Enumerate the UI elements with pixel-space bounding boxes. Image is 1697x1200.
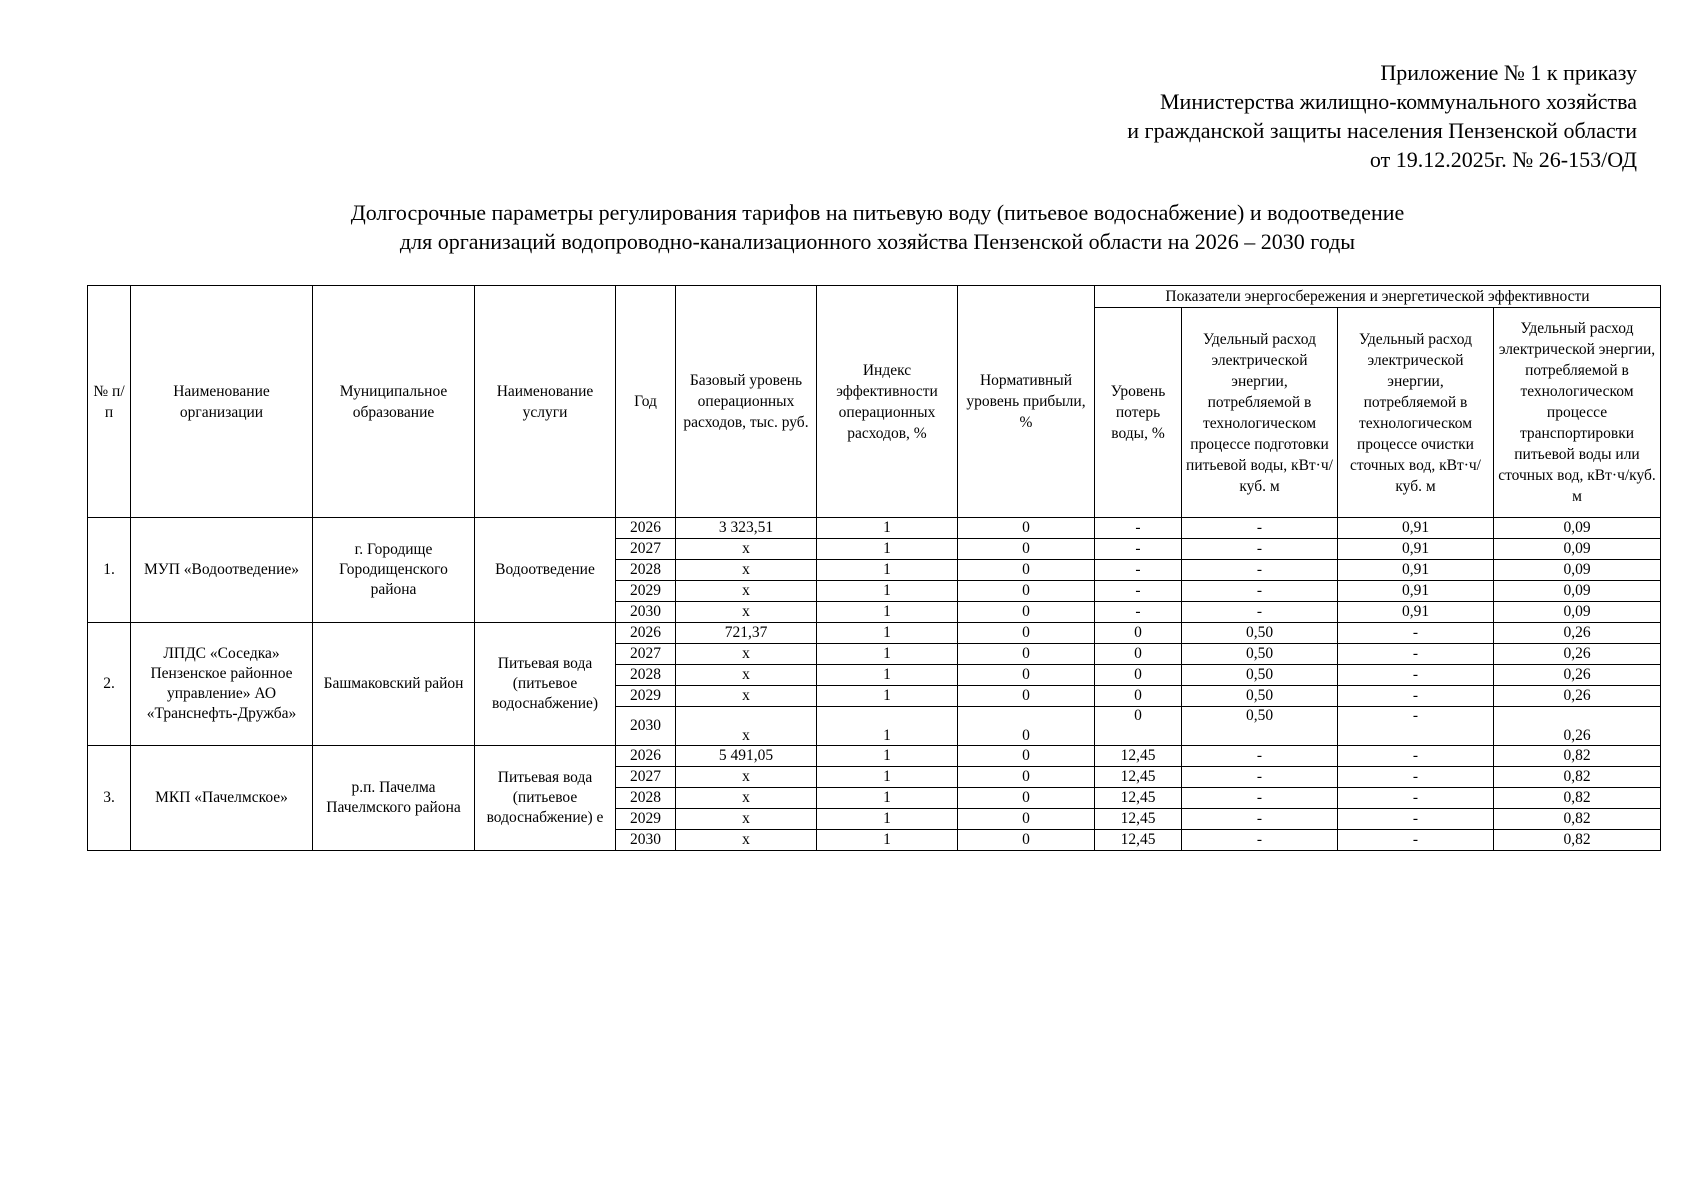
parameters-table (87, 285, 1661, 851)
base-level-cell: х (676, 581, 817, 602)
base-level-cell: 721,37 (676, 623, 817, 644)
energy-transport-cell: 0,09 (1494, 539, 1661, 560)
row-number-cell: 2. (88, 623, 131, 746)
municipality-cell: г. Городище Городищенского района (313, 518, 475, 623)
energy-transport-cell: 0,09 (1494, 602, 1661, 623)
water-loss-cell: - (1095, 602, 1182, 623)
base-level-cell: х (676, 686, 817, 707)
efficiency-index-cell: 1 (817, 809, 958, 830)
base-level-cell: х (676, 707, 817, 746)
energy-transport-cell: 0,09 (1494, 518, 1661, 539)
col-header-energy-cleaning: Удельный расход электрической энергии, потребляемой в технологическом процессе очистки сточных вод, кВт·ч/куб. м (1338, 308, 1494, 518)
profit-level-cell: 0 (958, 788, 1095, 809)
document-title (0, 198, 1697, 256)
year-cell: 2027 (616, 767, 676, 788)
energy-cleaning-cell: - (1338, 767, 1494, 788)
col-header-service: Наименование услуги (475, 286, 616, 518)
base-level-cell: х (676, 539, 817, 560)
energy-cleaning-cell: 0,91 (1338, 539, 1494, 560)
base-level-cell: х (676, 665, 817, 686)
year-cell: 2030 (616, 602, 676, 623)
col-header-energy-preparation: Удельный расход электрической энергии, потребляемой в технологическом процессе подготовки питьевой воды, кВт·ч/куб. м (1182, 308, 1338, 518)
energy-cleaning-cell: - (1338, 788, 1494, 809)
profit-level-cell: 0 (958, 746, 1095, 767)
profit-level-cell: 0 (958, 518, 1095, 539)
year-cell: 2027 (616, 539, 676, 560)
energy-transport-cell: 0,82 (1494, 809, 1661, 830)
water-loss-cell: 12,45 (1095, 788, 1182, 809)
water-loss-cell: 0 (1095, 644, 1182, 665)
energy-preparation-cell: - (1182, 560, 1338, 581)
col-header-municipality: Муниципальное образование (313, 286, 475, 518)
col-header-base-level: Базовый уровень операционных расходов, тыс. руб. (676, 286, 817, 518)
energy-transport-cell: 0,09 (1494, 560, 1661, 581)
energy-cleaning-cell: - (1338, 623, 1494, 644)
energy-preparation-cell: - (1182, 788, 1338, 809)
year-cell: 2029 (616, 686, 676, 707)
row-number-cell: 1. (88, 518, 131, 623)
efficiency-index-cell: 1 (817, 602, 958, 623)
efficiency-index-cell: 1 (817, 830, 958, 851)
energy-transport-cell: 0,26 (1494, 686, 1661, 707)
energy-preparation-cell: - (1182, 767, 1338, 788)
efficiency-index-cell: 1 (817, 623, 958, 644)
table-row (88, 518, 1661, 539)
year-cell: 2028 (616, 788, 676, 809)
col-header-org: Наименование организации (131, 286, 313, 518)
table-row (88, 623, 1661, 644)
profit-level-cell: 0 (958, 623, 1095, 644)
energy-cleaning-cell: - (1338, 830, 1494, 851)
energy-transport-cell: 0,26 (1494, 707, 1661, 746)
water-loss-cell: - (1095, 581, 1182, 602)
profit-level-cell: 0 (958, 830, 1095, 851)
energy-cleaning-cell: - (1338, 686, 1494, 707)
water-loss-cell: 12,45 (1095, 767, 1182, 788)
organization-cell: МУП «Водоотведение» (131, 518, 313, 623)
energy-preparation-cell: - (1182, 830, 1338, 851)
water-loss-cell: - (1095, 518, 1182, 539)
energy-cleaning-cell: - (1338, 665, 1494, 686)
col-header-profit-level: Нормативный уровень прибыли, % (958, 286, 1095, 518)
water-loss-cell: 0 (1095, 665, 1182, 686)
base-level-cell: 3 323,51 (676, 518, 817, 539)
energy-cleaning-cell: 0,91 (1338, 560, 1494, 581)
table-row (88, 746, 1661, 767)
profit-level-cell: 0 (958, 686, 1095, 707)
year-cell: 2029 (616, 809, 676, 830)
base-level-cell: х (676, 644, 817, 665)
header-line-4: от 19.12.2025г. № 26-153/ОД (1369, 147, 1637, 172)
table-body (88, 518, 1661, 851)
energy-cleaning-cell: 0,91 (1338, 602, 1494, 623)
energy-preparation-cell: 0,50 (1182, 707, 1338, 746)
energy-transport-cell: 0,26 (1494, 623, 1661, 644)
title-line-1: Долгосрочные параметры регулирования тарифов на питьевую воду (питьевое водоснабжение) и водоотведение (350, 200, 1405, 225)
base-level-cell: х (676, 767, 817, 788)
col-header-water-loss: Уровень потерь воды, % (1095, 308, 1182, 518)
col-header-year: Год (616, 286, 676, 518)
title-line-2: для организаций водопроводно-канализационного хозяйства Пензенской области на 2026 – 2030 годы (399, 229, 1356, 254)
water-loss-cell: - (1095, 560, 1182, 581)
year-cell: 2027 (616, 644, 676, 665)
energy-cleaning-cell: - (1338, 809, 1494, 830)
water-loss-cell: 0 (1095, 623, 1182, 644)
base-level-cell: х (676, 788, 817, 809)
header-line-2: Министерства жилищно-коммунального хозяйства (1159, 89, 1637, 114)
efficiency-index-cell: 1 (817, 644, 958, 665)
water-loss-cell: 12,45 (1095, 809, 1182, 830)
energy-transport-cell: 0,82 (1494, 767, 1661, 788)
profit-level-cell: 0 (958, 581, 1095, 602)
year-cell: 2026 (616, 623, 676, 644)
base-level-cell: х (676, 809, 817, 830)
organization-cell: МКП «Пачелмское» (131, 746, 313, 851)
water-loss-cell: 0 (1095, 686, 1182, 707)
profit-level-cell: 0 (958, 665, 1095, 686)
efficiency-index-cell: 1 (817, 560, 958, 581)
base-level-cell: 5 491,05 (676, 746, 817, 767)
col-header-num: № п/п (88, 286, 131, 518)
energy-cleaning-cell: - (1338, 707, 1494, 746)
water-loss-cell: - (1095, 539, 1182, 560)
energy-preparation-cell: - (1182, 809, 1338, 830)
base-level-cell: х (676, 830, 817, 851)
document-header (1127, 58, 1637, 174)
energy-preparation-cell: 0,50 (1182, 644, 1338, 665)
energy-cleaning-cell: - (1338, 644, 1494, 665)
efficiency-index-cell: 1 (817, 539, 958, 560)
municipality-cell: р.п. Пачелма Пачелмского района (313, 746, 475, 851)
water-loss-cell: 12,45 (1095, 746, 1182, 767)
base-level-cell: х (676, 602, 817, 623)
efficiency-index-cell: 1 (817, 746, 958, 767)
energy-transport-cell: 0,82 (1494, 788, 1661, 809)
energy-transport-cell: 0,26 (1494, 665, 1661, 686)
efficiency-index-cell: 1 (817, 665, 958, 686)
profit-level-cell: 0 (958, 707, 1095, 746)
service-cell: Водоотведение (475, 518, 616, 623)
energy-cleaning-cell: 0,91 (1338, 518, 1494, 539)
year-cell: 2028 (616, 560, 676, 581)
energy-transport-cell: 0,82 (1494, 746, 1661, 767)
energy-preparation-cell: - (1182, 539, 1338, 560)
efficiency-index-cell: 1 (817, 767, 958, 788)
base-level-cell: х (676, 560, 817, 581)
energy-preparation-cell: 0,50 (1182, 665, 1338, 686)
efficiency-index-cell: 1 (817, 518, 958, 539)
col-header-energy-group: Показатели энергосбережения и энергетической эффективности (1095, 286, 1661, 308)
header-line-1: Приложение № 1 к приказу (1380, 60, 1637, 85)
energy-preparation-cell: - (1182, 746, 1338, 767)
header-line-3: и гражданской защиты населения Пензенской области (1127, 118, 1637, 143)
efficiency-index-cell: 1 (817, 788, 958, 809)
row-number-cell: 3. (88, 746, 131, 851)
energy-preparation-cell: 0,50 (1182, 623, 1338, 644)
water-loss-cell: 0 (1095, 707, 1182, 746)
energy-preparation-cell: - (1182, 581, 1338, 602)
profit-level-cell: 0 (958, 767, 1095, 788)
efficiency-index-cell: 1 (817, 581, 958, 602)
efficiency-index-cell: 1 (817, 686, 958, 707)
organization-cell: ЛПДС «Соседка» Пензенское районное управление» АО «Транснефть-Дружба» (131, 623, 313, 746)
energy-transport-cell: 0,82 (1494, 830, 1661, 851)
year-cell: 2026 (616, 746, 676, 767)
efficiency-index-cell: 1 (817, 707, 958, 746)
year-cell: 2030 (616, 707, 676, 746)
profit-level-cell: 0 (958, 809, 1095, 830)
year-cell: 2030 (616, 830, 676, 851)
energy-preparation-cell: 0,50 (1182, 686, 1338, 707)
energy-transport-cell: 0,26 (1494, 644, 1661, 665)
energy-preparation-cell: - (1182, 518, 1338, 539)
year-cell: 2026 (616, 518, 676, 539)
water-loss-cell: 12,45 (1095, 830, 1182, 851)
energy-cleaning-cell: - (1338, 746, 1494, 767)
energy-cleaning-cell: 0,91 (1338, 581, 1494, 602)
profit-level-cell: 0 (958, 644, 1095, 665)
col-header-energy-transport: Удельный расход электрической энергии, потребляемой в технологическом процессе транспортировки питьевой воды или сточных вод, кВт·ч/куб. м (1494, 308, 1661, 518)
profit-level-cell: 0 (958, 539, 1095, 560)
energy-preparation-cell: - (1182, 602, 1338, 623)
service-cell: Питьевая вода (питьевое водоснабжение) (475, 623, 616, 746)
year-cell: 2029 (616, 581, 676, 602)
service-cell: Питьевая вода (питьевое водоснабжение) е (475, 746, 616, 851)
municipality-cell: Башмаковский район (313, 623, 475, 746)
col-header-efficiency-index: Индекс эффективности операционных расходов, % (817, 286, 958, 518)
profit-level-cell: 0 (958, 602, 1095, 623)
energy-transport-cell: 0,09 (1494, 581, 1661, 602)
year-cell: 2028 (616, 665, 676, 686)
profit-level-cell: 0 (958, 560, 1095, 581)
